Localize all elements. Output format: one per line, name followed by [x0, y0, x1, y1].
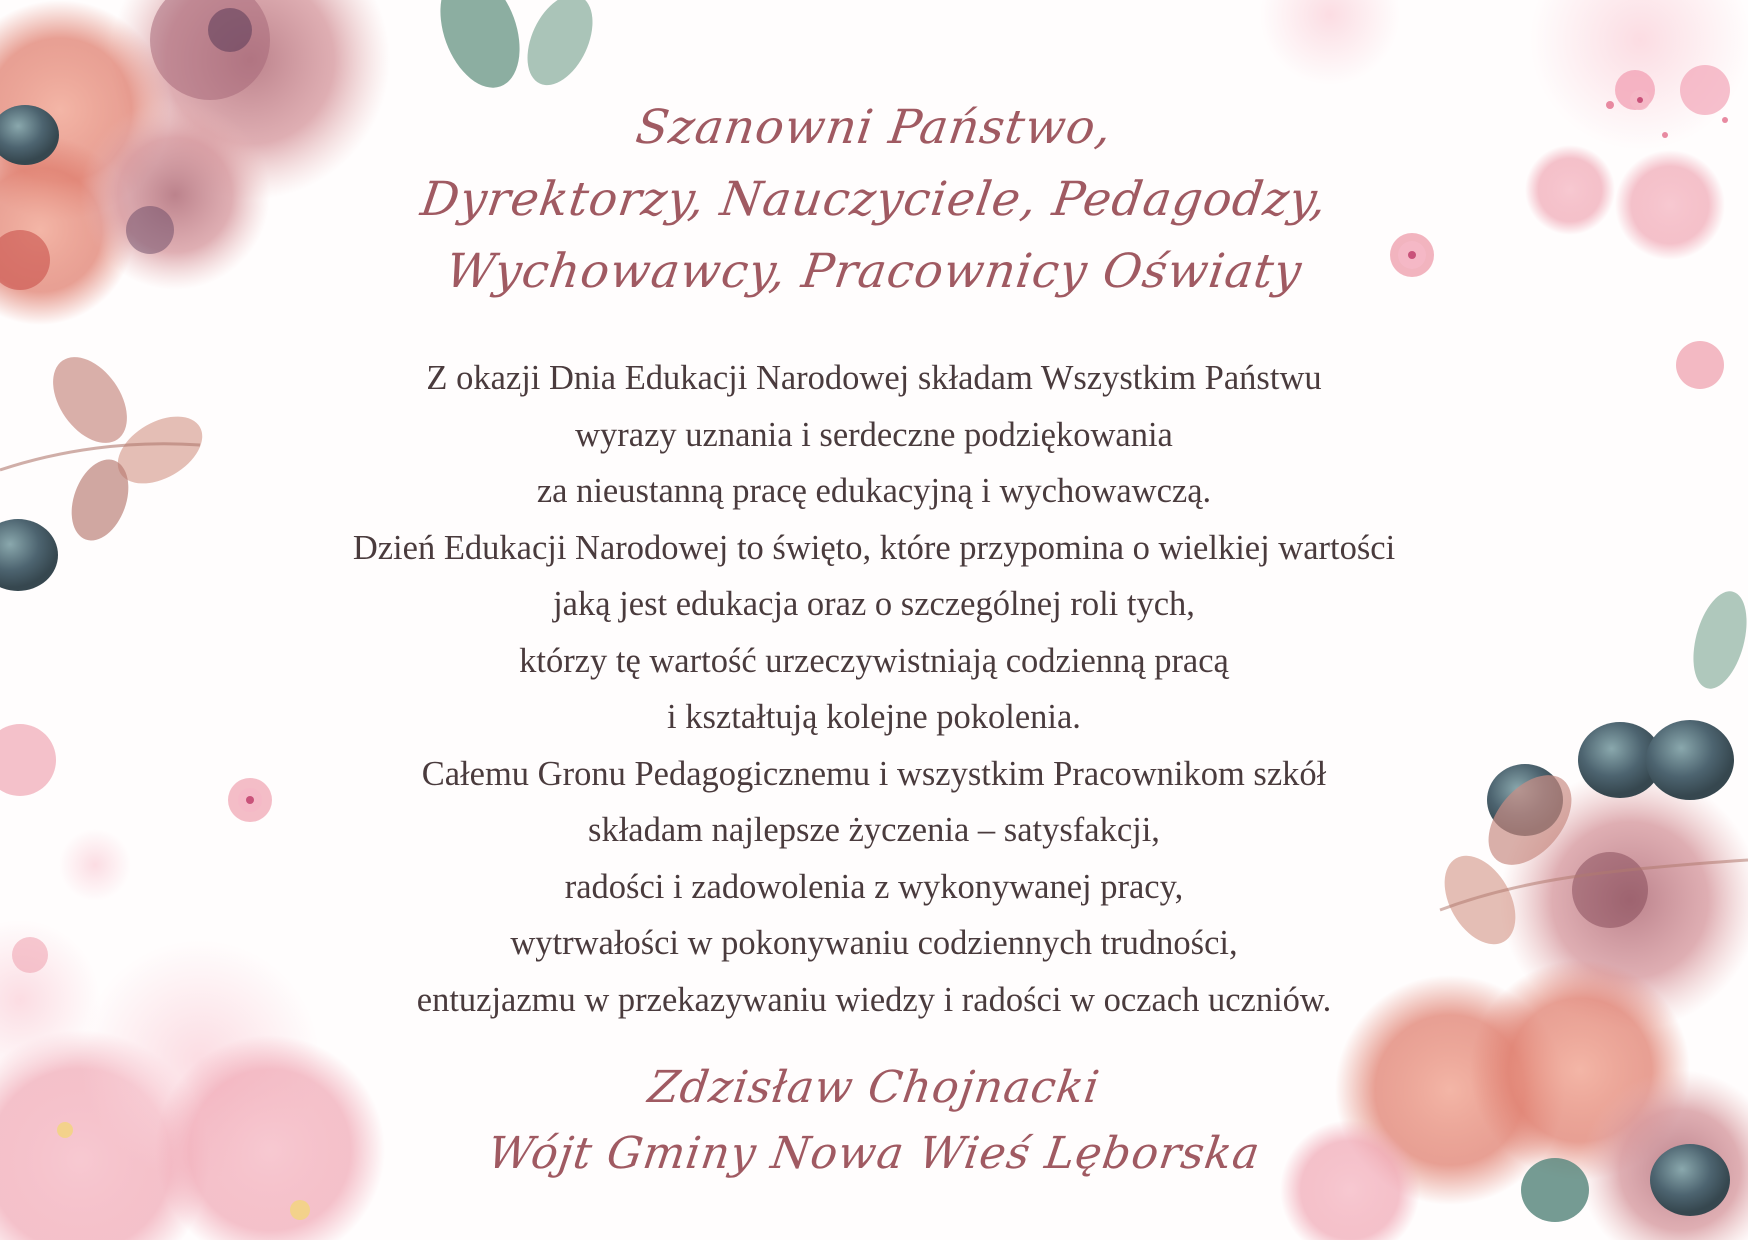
signature-block	[0, 1055, 1748, 1187]
greeting-heading	[0, 92, 1748, 308]
greeting-line: Szanowni Państwo,	[632, 100, 1116, 155]
greeting-line: Wychowawcy, Pracownicy Oświaty	[442, 244, 1306, 299]
message-line: wytrwałości w pokonywaniu codziennych trudności,	[510, 924, 1238, 962]
message-line: jaką jest edukacja oraz o szczególnej roli tych,	[553, 585, 1195, 623]
message-line: składam najlepsze życzenia – satysfakcji,	[588, 811, 1160, 849]
message-line: Całemu Gronu Pedagogicznemu i wszystkim Pracownikom szkół	[421, 754, 1327, 793]
signature-title: Wójt Gminy Nowa Wieś Lęborska	[484, 1128, 1264, 1179]
message-line: i kształtują kolejne pokolenia.	[667, 698, 1081, 736]
message-line: wyrazy uznania i serdeczne podziękowania	[575, 415, 1173, 454]
greeting-line: Dyrektorzy, Nauczyciele, Pedagodzy,	[417, 172, 1331, 227]
signature-name: Zdzisław Chojnacki	[645, 1062, 1104, 1113]
message-line: którzy tę wartość urzeczywistniają codzienną pracą	[519, 641, 1229, 680]
message-line: Dzień Edukacji Narodowej to święto, które przypomina o wielkiej wartości	[352, 528, 1396, 567]
message-line: radości i zadowolenia z wykonywanej pracy,	[564, 867, 1184, 906]
message-body	[0, 350, 1748, 1028]
message-line: Z okazji Dnia Edukacji Narodowej składam Wszystkim Państwu	[426, 359, 1322, 397]
message-line: entuzjazmu w przekazywaniu wiedzy i radości w oczach uczniów.	[416, 980, 1332, 1019]
message-line: za nieustanną pracę edukacyjną i wychowawczą.	[536, 472, 1212, 510]
